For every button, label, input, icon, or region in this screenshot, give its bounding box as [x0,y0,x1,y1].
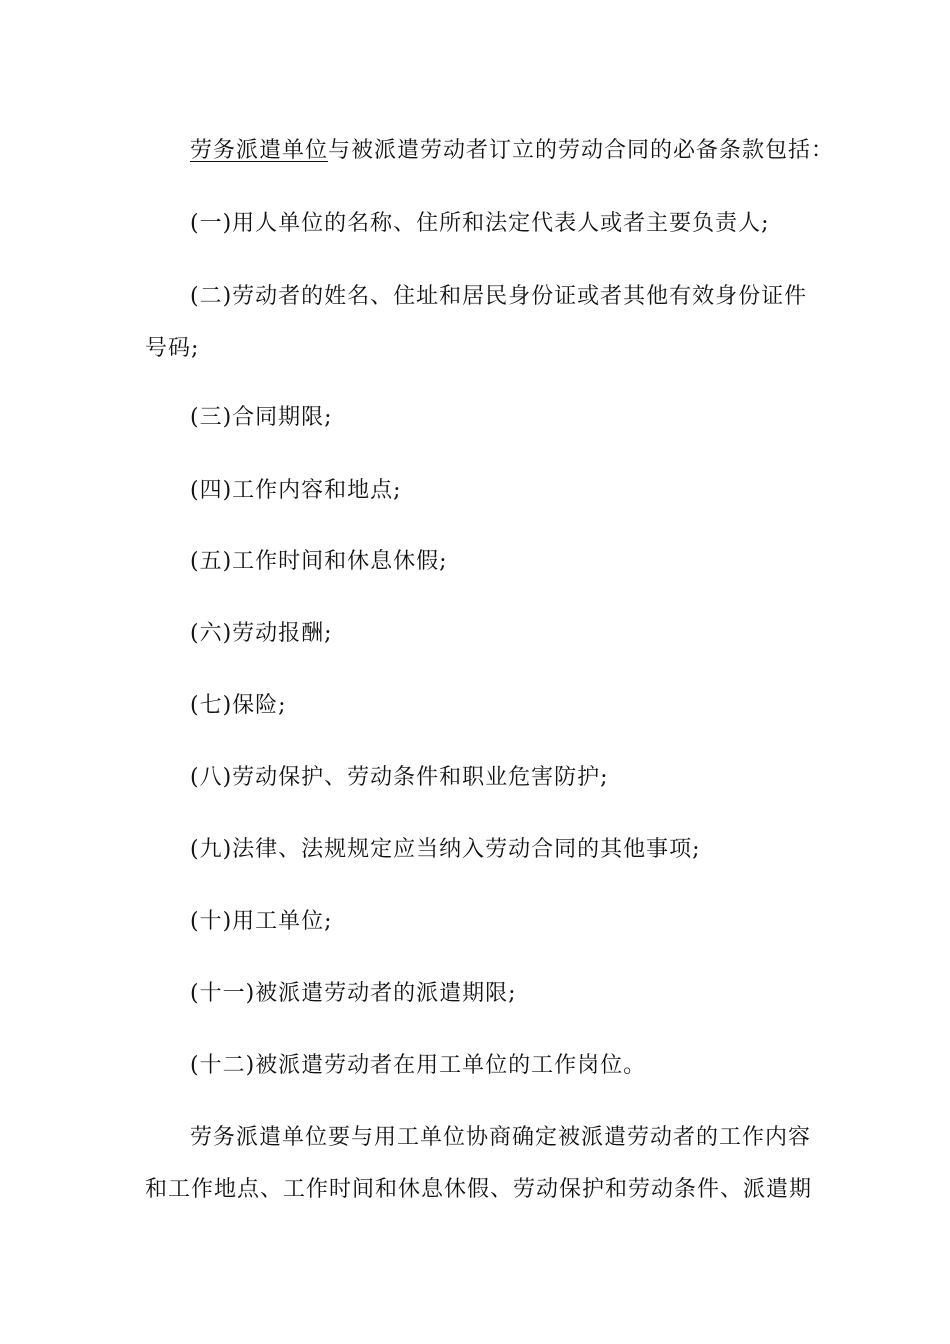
clause-8: (八)劳动保护、劳动条件和职业危害防护; [190,765,609,790]
clause-2: (二)劳动者的姓名、住址和居民身份证或者其他有效身份证件 [190,284,808,309]
clause-2-continuation: 号码; [145,336,200,361]
closing-paragraph-line-2: 和工作地点、工作时间和休息休假、劳动保护和劳动条件、派遣期 [145,1177,813,1202]
intro-text: 与被派遣劳动者订立的劳动合同的必备条款包括： [328,138,835,163]
intro-paragraph [190,136,834,166]
clause-7: (七)保险; [190,693,287,718]
clause-10: (十)用工单位; [190,909,333,934]
clause-1: (一)用人单位的名称、住所和法定代表人或者主要负责人; [190,211,770,236]
closing-paragraph-line-1: 劳务派遣单位要与用工单位协商确定被派遣劳动者的工作内容 [190,1125,812,1150]
clause-3: (三)合同期限; [190,405,333,430]
intro-underlined-term: 劳务派遣单位 [190,138,329,163]
clause-6: (六)劳动报酬; [190,621,333,646]
clause-4: (四)工作内容和地点; [190,478,402,503]
clause-11: (十一)被派遣劳动者的派遣期限; [190,981,517,1006]
clause-12: (十二)被派遣劳动者在用工单位的工作岗位。 [190,1053,647,1078]
clause-5: (五)工作时间和休息休假; [190,549,448,574]
clause-9: (九)法律、法规规定应当纳入劳动合同的其他事项; [190,837,701,862]
